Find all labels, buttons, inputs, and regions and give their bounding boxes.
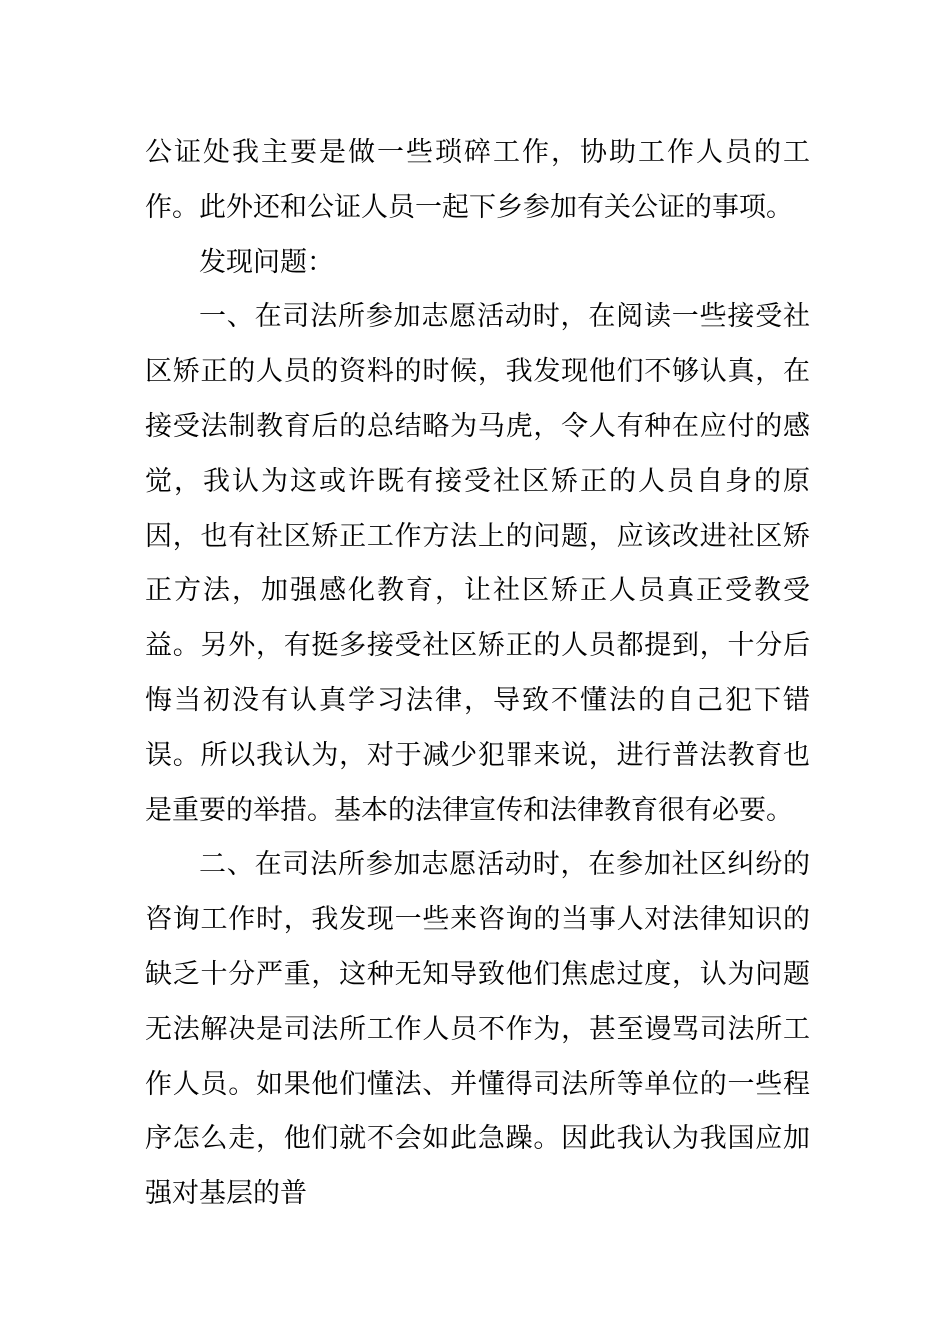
paragraph-section-heading: 发现问题： bbox=[199, 246, 334, 278]
paragraph-intro-continuation: 公证处我主要是做一些琐碎工作，协助工作人员的工作。此外还和公证人员一起下乡参加有关公证的事项。 bbox=[145, 137, 810, 223]
paragraph-problem-two: 二、在司法所参加志愿活动时，在参加社区纠纷的咨询工作时，我发现一些来咨询的当事人对法律知识的缺乏十分严重，这种无知导致他们焦虑过度，认为问题无法解决是司法所工作人员不作为，甚至谩骂司法所工作人员。如果他们懂法、并懂得司法所等单位的一些程序怎么走，他们就不会如此急躁。因此我认为我国应加强对基层的普 bbox=[145, 849, 810, 1210]
document-body bbox=[145, 126, 810, 1222]
paragraph-problem-one: 一、在司法所参加志愿活动时，在阅读一些接受社区矫正的人员的资料的时候，我发现他们不够认真，在接受法制教育后的总结略为马虎，令人有种在应付的感觉，我认为这或许既有接受社区矫正的人员自身的原因，也有社区矫正工作方法上的问题，应该改进社区矫正方法，加强感化教育，让社区矫正人员真正受教受益。另外，有挺多接受社区矫正的人员都提到，十分后悔当初没有认真学习法律，导致不懂法的自己犯下错误。所以我认为，对于减少犯罪来说，进行普法教育也是重要的举措。基本的法律宣传和法律教育很有必要。 bbox=[145, 301, 810, 826]
